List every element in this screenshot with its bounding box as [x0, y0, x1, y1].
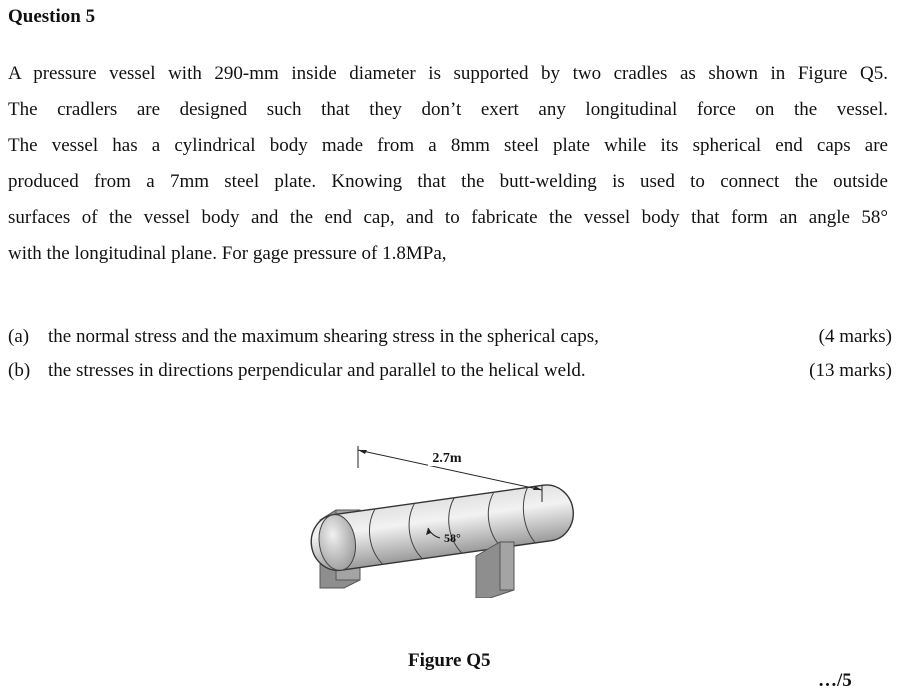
statement-line: with the longitudinal plane. For gage pressure of 1.8MPa, — [8, 243, 447, 264]
angle-label: 58° — [444, 531, 461, 545]
part-label: (a) — [8, 326, 30, 347]
statement-line: surfaces of the vessel body and the end cap, and to fabricate the vessel body that form an angle 58° — [8, 207, 888, 228]
part-text: the stresses in directions perpendicular and parallel to the helical weld. — [48, 360, 586, 381]
problem-statement — [8, 56, 888, 272]
statement-line: A pressure vessel with 290-mm inside diameter is supported by two cradles as shown in Figure Q5. — [8, 63, 888, 84]
part-label: (b) — [8, 360, 31, 381]
statement-line: The vessel has a cylindrical body made from a 8mm steel plate while its spherical end caps are — [8, 135, 888, 156]
part-text: the normal stress and the maximum shearing stress in the spherical caps, — [48, 326, 599, 347]
pressure-vessel-figure — [300, 438, 580, 598]
length-label: 2.7m — [432, 451, 462, 466]
page-number: …/5 — [818, 670, 852, 691]
figure-caption: Figure Q5 — [408, 650, 491, 671]
part-marks: (4 marks) — [818, 326, 892, 347]
question-heading: Question 5 — [8, 6, 96, 27]
statement-line: produced from a 7mm steel plate. Knowing that the butt-welding is used to connect the outside — [8, 171, 888, 192]
part-marks: (13 marks) — [809, 360, 892, 381]
statement-line: The cradlers are designed such that they don’t exert any longitudinal force on the vessel. — [8, 99, 888, 120]
vessel-body — [308, 482, 577, 574]
